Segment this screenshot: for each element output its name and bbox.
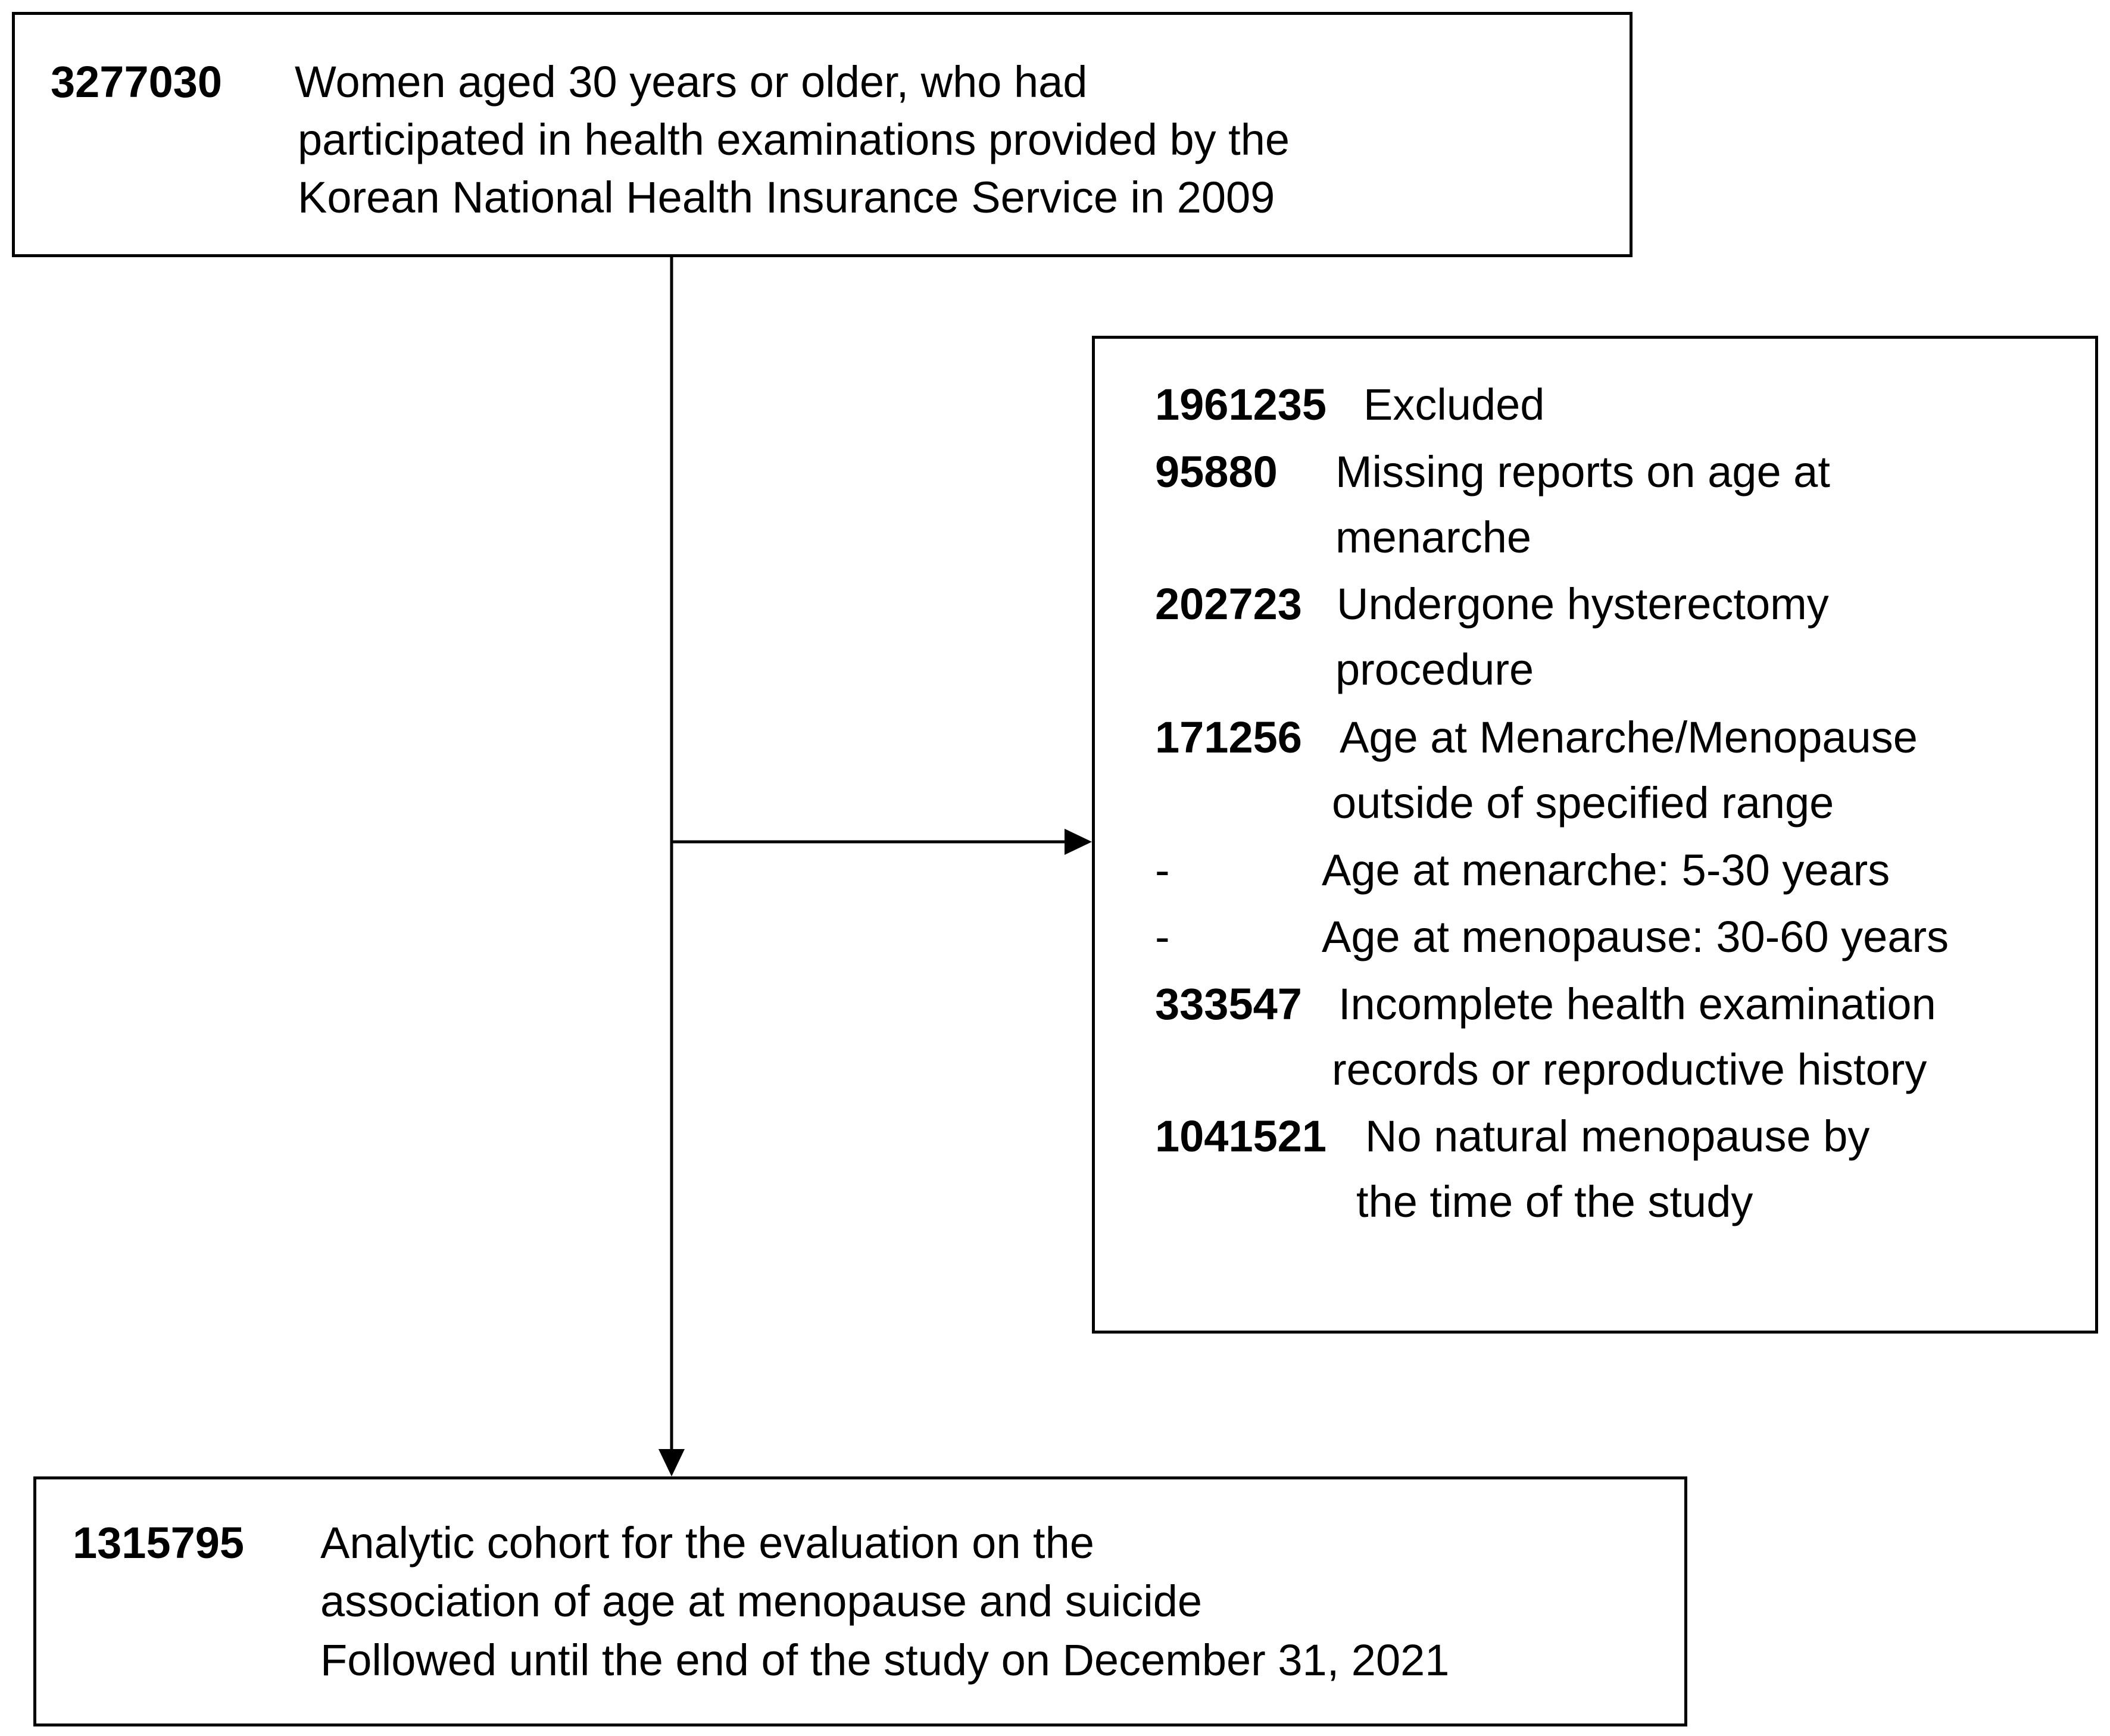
excluded-total-count: 1961235: [1155, 380, 1327, 429]
analytic-cohort-line-2: association of age at menopause and suicide: [320, 1576, 1203, 1626]
exclusion-count-age-range: 171256: [1155, 713, 1302, 762]
analytic-cohort-count: 1315795: [73, 1518, 245, 1568]
excluded-total-label: Excluded: [1363, 380, 1545, 429]
exclusion-count-missing-menarche: 95880: [1155, 447, 1278, 497]
exclusion-criterion-menarche: Age at menarche: 5-30 years: [1322, 845, 1890, 895]
eligible-description-line-2: participated in health examinations provided by the: [298, 115, 1290, 164]
exclusion-text-no-menopause-1: No natural menopause by: [1365, 1111, 1870, 1161]
exclusion-count-incomplete: 333547: [1155, 979, 1302, 1029]
analytic-cohort-line-1: Analytic cohort for the evaluation on the: [320, 1518, 1094, 1568]
down-arrowhead: [658, 1449, 685, 1476]
exclusion-criterion-menopause: Age at menopause: 30-60 years: [1322, 912, 1949, 961]
exclusion-count-no-menopause: 1041521: [1155, 1111, 1327, 1161]
eligible-description-line-3: Korean National Health Insurance Service in 2009: [298, 173, 1275, 222]
exclusion-dash-menarche: -: [1155, 845, 1170, 895]
exclusion-text-incomplete-1: Incomplete health examination: [1338, 979, 1936, 1029]
analytic-cohort-line-3: Followed until the end of the study on December 31, 2021: [320, 1635, 1450, 1685]
eligible-count: 3277030: [51, 57, 223, 107]
exclusion-text-age-range-2: outside of specified range: [1332, 778, 1834, 828]
exclusion-count-hysterectomy: 202723: [1155, 579, 1302, 629]
exclusion-text-hysterectomy-2: procedure: [1335, 645, 1534, 694]
eligible-description-line-1: Women aged 30 years or older, who had: [295, 57, 1088, 107]
exclusion-text-hysterectomy-1: Undergone hysterectomy: [1337, 579, 1829, 629]
exclusion-text-missing-menarche-2: menarche: [1335, 513, 1532, 562]
exclusion-text-age-range-1: Age at Menarche/Menopause: [1340, 713, 1918, 762]
exclusion-text-no-menopause-2: the time of the study: [1356, 1177, 1753, 1226]
exclusion-dash-menopause: -: [1155, 912, 1170, 961]
exclusion-text-missing-menarche-1: Missing reports on age at: [1335, 447, 1830, 497]
right-arrowhead: [1065, 829, 1092, 855]
exclusion-text-incomplete-2: records or reproductive history: [1332, 1045, 1927, 1094]
